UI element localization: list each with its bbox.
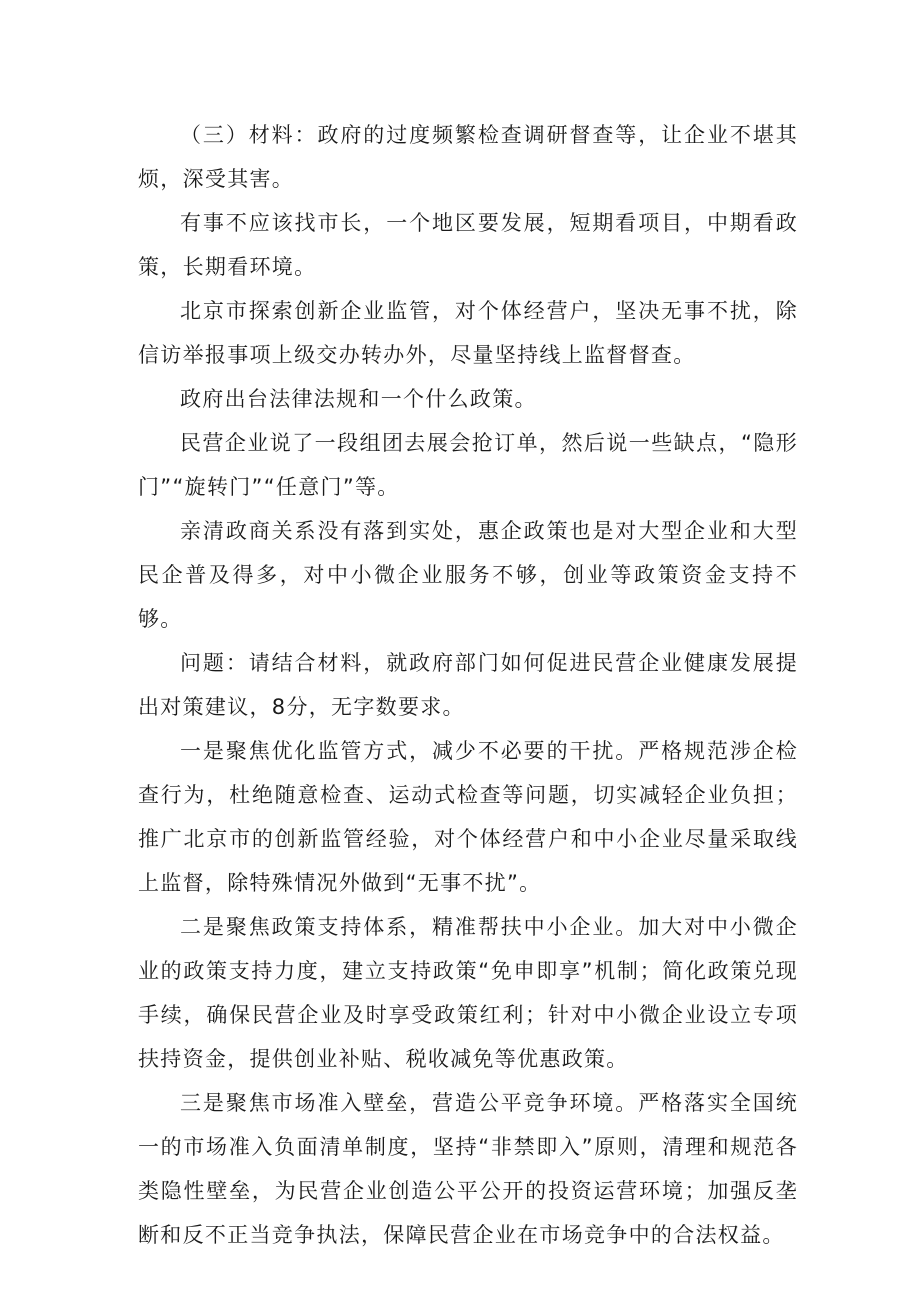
paragraph-mayor: 有事不应该找市长，一个地区要发展，短期看项目，中期看政策，长期看环境。	[138, 211, 798, 279]
paragraph-material-intro: （三）材料：政府的过度频繁检查调研督查等，让企业不堪其烦，深受其害。	[138, 123, 798, 191]
paragraph-private-enterprise: 民营企业说了一段组团去展会抢订单，然后说一些缺点，“隐形门”“旋转门”“任意门”等。	[138, 431, 798, 499]
paragraph-answer-3: 三是聚焦市场准入壁垒，营造公平竞争环境。严格落实全国统一的市场准入负面清单制度，坚持“非禁即入”原则，清理和规范各类隐性壁垒，为民营企业创造公平公开的投资运营环境；加强反垄断和反不正当竞争执法，保障民营企业在市场竞争中的合法权益。	[138, 1091, 798, 1247]
paragraph-government-policy: 政府出台法律法规和一个什么政策。	[180, 387, 537, 411]
paragraph-beijing-supervision: 北京市探索创新企业监管，对个体经营户，坚决无事不扰，除信访举报事项上级交办转办外，尽量坚持线上监督督查。	[138, 299, 798, 367]
paragraph-question: 问题：请结合材料，就政府部门如何促进民营企业健康发展提出对策建议，8分，无字数要求。	[138, 651, 798, 719]
document-body	[138, 113, 798, 1257]
paragraph-answer-1: 一是聚焦优化监管方式，减少不必要的干扰。严格规范涉企检查行为，杜绝随意检查、运动式检查等问题，切实减轻企业负担；推广北京市的创新监管经验，对个体经营户和中小企业尽量采取线上监督，除特殊情况外做到“无事不扰”。	[138, 739, 798, 895]
paragraph-business-relations: 亲清政商关系没有落到实处，惠企政策也是对大型企业和大型民企普及得多，对中小微企业服务不够，创业等政策资金支持不够。	[138, 519, 798, 631]
paragraph-answer-2: 二是聚焦政策支持体系，精准帮扶中小企业。加大对中小微企业的政策支持力度，建立支持政策“免申即享”机制；简化政策兑现手续，确保民营企业及时享受政策红利；针对中小微企业设立专项扶持资金，提供创业补贴、税收减免等优惠政策。	[138, 915, 798, 1071]
